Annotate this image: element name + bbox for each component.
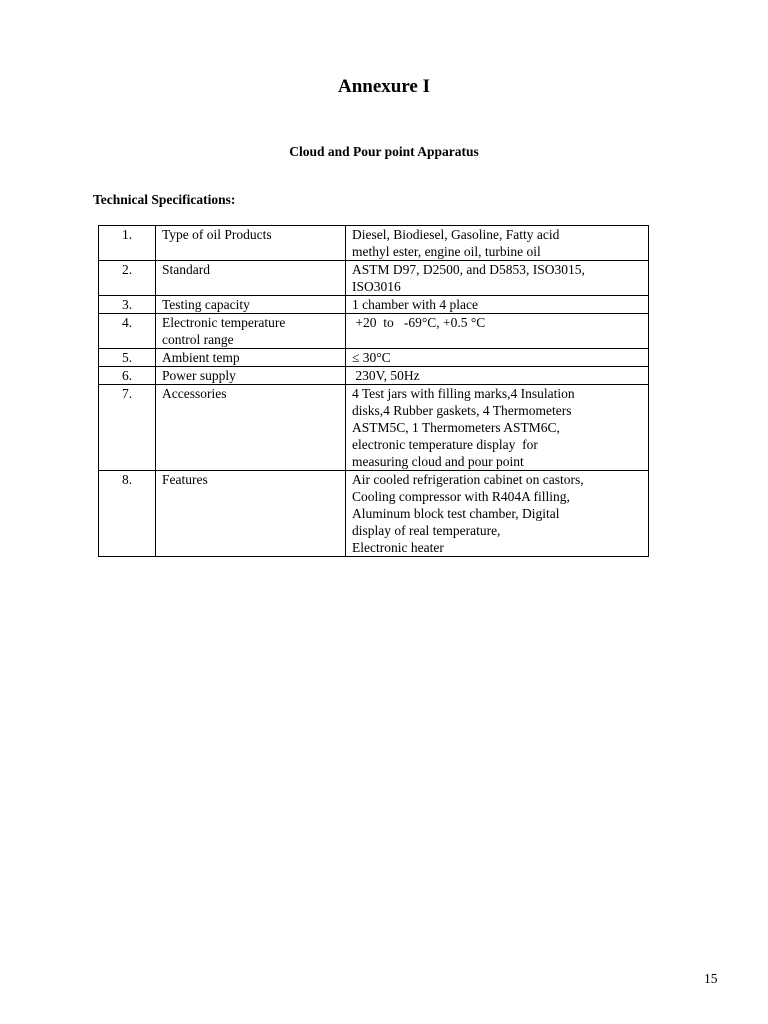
row-number: 2. (99, 261, 156, 296)
value-line: Aluminum block test chamber, Digital (352, 506, 560, 521)
row-number: 1. (99, 226, 156, 261)
table-row (99, 226, 649, 261)
parameter-cell (156, 385, 346, 471)
value-line: measuring cloud and pour point (352, 454, 524, 469)
value-line: Electronic heater (352, 540, 444, 555)
parameter-line: Type of oil Products (162, 227, 272, 242)
row-number: 8. (99, 471, 156, 557)
value-line: +20 to -69°C, +0.5 °C (352, 315, 486, 330)
table-row (99, 349, 649, 367)
value-line: ASTM5C, 1 Thermometers ASTM6C, (352, 420, 560, 435)
value-line: ISO3016 (352, 279, 401, 294)
value-line: ≤ 30°C (352, 350, 391, 365)
parameter-cell (156, 314, 346, 349)
value-cell (346, 296, 649, 314)
value-cell (346, 349, 649, 367)
parameter-line: control range (162, 332, 234, 347)
specifications-table-body (99, 226, 649, 557)
parameter-line: Power supply (162, 368, 236, 383)
table-row (99, 296, 649, 314)
parameter-cell (156, 349, 346, 367)
table-row (99, 471, 649, 557)
value-cell (346, 261, 649, 296)
row-number: 4. (99, 314, 156, 349)
section-heading: Technical Specifications: (93, 192, 236, 207)
parameter-line: Accessories (162, 386, 227, 401)
parameter-line: Ambient temp (162, 350, 240, 365)
row-number: 3. (99, 296, 156, 314)
value-line: 1 chamber with 4 place (352, 297, 478, 312)
value-cell (346, 385, 649, 471)
row-number: 6. (99, 367, 156, 385)
table-row (99, 385, 649, 471)
value-line: 4 Test jars with filling marks,4 Insulation (352, 386, 575, 401)
value-line: methyl ester, engine oil, turbine oil (352, 244, 541, 259)
document-subtitle: Cloud and Pour point Apparatus (289, 144, 479, 159)
value-cell (346, 471, 649, 557)
table-row (99, 314, 649, 349)
parameter-cell (156, 367, 346, 385)
table-row (99, 367, 649, 385)
value-line: disks,4 Rubber gaskets, 4 Thermometers (352, 403, 572, 418)
value-line: electronic temperature display for (352, 437, 538, 452)
page-number: 15 (704, 971, 718, 986)
table-row (99, 261, 649, 296)
page-title: Annexure I (337, 76, 431, 97)
value-line: Diesel, Biodiesel, Gasoline, Fatty acid (352, 227, 560, 242)
parameter-line: Electronic temperature (162, 315, 286, 330)
value-line: Air cooled refrigeration cabinet on castors, (352, 472, 584, 487)
value-line: display of real temperature, (352, 523, 501, 538)
value-line: ASTM D97, D2500, and D5853, ISO3015, (352, 262, 585, 277)
parameter-line: Testing capacity (162, 297, 250, 312)
value-line: Cooling compressor with R404A filling, (352, 489, 570, 504)
value-cell (346, 314, 649, 349)
parameter-cell (156, 226, 346, 261)
value-cell (346, 367, 649, 385)
parameter-line: Features (162, 472, 208, 487)
row-number: 5. (99, 349, 156, 367)
parameter-cell (156, 471, 346, 557)
parameter-cell (156, 296, 346, 314)
parameter-line: Standard (162, 262, 210, 277)
value-line: 230V, 50Hz (352, 368, 420, 383)
parameter-cell (156, 261, 346, 296)
value-cell (346, 226, 649, 261)
row-number: 7. (99, 385, 156, 471)
specifications-table (98, 225, 649, 557)
